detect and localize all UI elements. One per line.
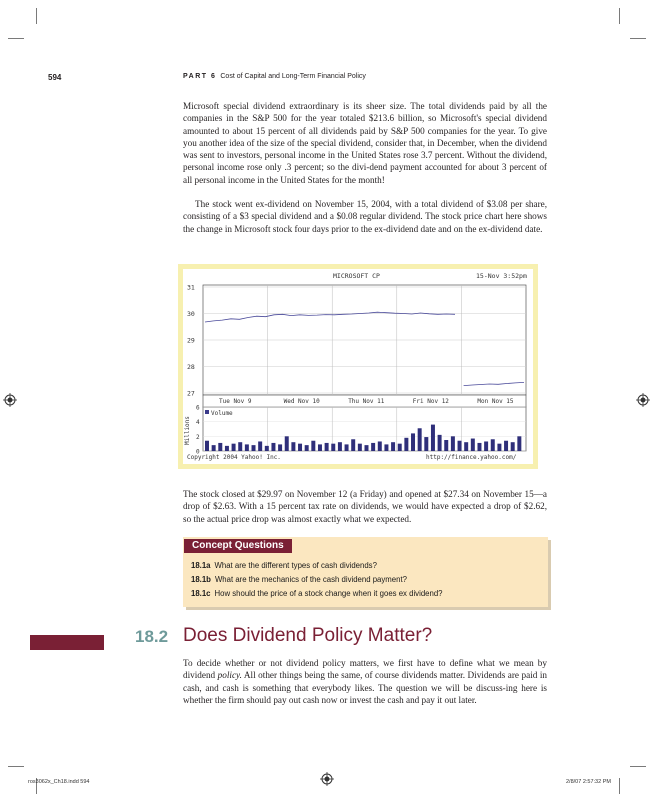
volume-bar [232, 444, 236, 451]
volume-bar [418, 428, 422, 451]
date-tick-label: Wed Nov 10 [283, 398, 320, 405]
volume-bar [305, 445, 309, 451]
section-marker-bar [30, 635, 104, 650]
section-number: 18.2 [135, 627, 169, 646]
volume-bar [218, 443, 222, 451]
volume-bar [471, 439, 475, 451]
slug-file-name: ros3062x_Ch18.indd 594 [28, 779, 90, 785]
volume-bar [464, 442, 468, 451]
volume-bar [351, 439, 355, 451]
volume-bar [285, 436, 289, 451]
volume-bar [451, 436, 455, 451]
stock-chart-svg [183, 269, 533, 464]
volume-bar [365, 445, 369, 451]
chart-source-url: http://finance.yahoo.com/ [426, 454, 517, 461]
price-tick-label: 30 [187, 310, 195, 318]
volume-bar [504, 441, 508, 451]
crop-mark [630, 766, 646, 767]
date-tick-label: Thu Nov 11 [348, 398, 385, 405]
volume-bar [245, 444, 249, 451]
registration-mark-icon [636, 393, 650, 407]
volume-bar [298, 444, 302, 451]
chart-title: MICROSOFT CP [333, 272, 380, 280]
volume-bar [225, 446, 229, 451]
concept-question [191, 561, 377, 570]
volume-bar [511, 442, 515, 451]
question-number: 18.1c [191, 589, 211, 598]
question-number: 18.1b [191, 575, 211, 584]
price-tick-label: 27 [187, 389, 195, 398]
volume-bar [291, 442, 295, 451]
body-paragraph: Microsoft special dividend extraordinary is its sheer size. The total dividends paid by all the companies in the S&P 500 for the year totaled $213.6 billion, so Microsoft's special dividend amounted to about 15 percent of all dividends paid by S&P 500 companies for the year. To give you another idea of the size of the special dividend, consider that, in December, when the dividend was sent to investors, personal income in the United States rose 3.7 percent. Without the dividend, personal income rose only .3 percent; so the divi-dend payment accounted for about 3 percent of all personal income in the United States for the month! [183, 101, 547, 185]
volume-bar [424, 437, 428, 451]
chart-copyright: Copyright 2004 Yahoo! Inc. [187, 454, 281, 461]
question-number: 18.1a [191, 561, 211, 570]
volume-bar [517, 436, 521, 451]
volume-bar [484, 441, 488, 451]
volume-axis-label: Millions [184, 416, 191, 445]
registration-mark-icon [320, 772, 334, 786]
concept-questions-title: Concept Questions [184, 539, 292, 553]
chart-timestamp: 15-Nov 3:52pm [476, 272, 527, 280]
crop-mark [8, 38, 24, 39]
concept-question [191, 589, 443, 598]
price-tick-label: 31 [187, 283, 195, 292]
volume-legend: Volume [211, 410, 233, 417]
volume-bar [477, 443, 481, 451]
part-label: PART 6 [183, 73, 217, 80]
volume-bar [444, 440, 448, 451]
volume-bar [398, 444, 402, 451]
question-text: How should the price of a stock change when it goes ex dividend? [214, 589, 443, 598]
volume-legend-swatch [205, 410, 209, 414]
price-series-line [205, 312, 524, 385]
date-tick-label: Fri Nov 12 [412, 398, 449, 405]
crop-mark [630, 38, 646, 39]
volume-bar [278, 444, 282, 451]
volume-bar [491, 439, 495, 451]
slug-timestamp: 2/8/07 2:57:32 PM [566, 779, 611, 785]
page-number: 594 [48, 73, 62, 82]
date-tick-label: Tue Nov 9 [219, 398, 252, 405]
body-paragraph: The stock closed at $29.97 on November 12 (a Friday) and opened at $27.34 on November 15—a drop of $2.63. With a 15 percent tax rate on dividends, we would have expected a drop of $2.62, so the actual price drop was almost exactly what we expected. [183, 489, 547, 524]
volume-tick-label: 2 [196, 433, 200, 441]
body-paragraph: The stock went ex-dividend on November 15, 2004, with a total dividend of $3.08 per share, consisting of a $3 special dividend and a $0.08 regular dividend. The stock price chart here shows the change in Microsoft stock four days prior to the ex-dividend date and on the ex-dividend date. [183, 199, 547, 234]
volume-bar [384, 444, 388, 451]
volume-tick-label: 0 [196, 448, 200, 456]
volume-bar [358, 444, 362, 451]
volume-bar [265, 446, 269, 451]
volume-bar [205, 441, 209, 451]
section-text: To decide whether or not dividend policy matters, we first have to define what we mean by dividend [183, 658, 547, 681]
question-text: What are the different types of cash dividends? [214, 561, 377, 570]
volume-bar [345, 444, 349, 451]
date-tick-label: Mon Nov 15 [477, 398, 514, 405]
volume-bar [431, 425, 435, 451]
running-header [183, 73, 366, 80]
volume-bar [378, 441, 382, 451]
volume-bar [252, 445, 256, 451]
question-text: What are the mechanics of the cash dividend payment? [214, 575, 407, 584]
crop-mark [619, 8, 620, 24]
volume-bar [404, 438, 408, 451]
price-tick-label: 28 [187, 363, 195, 371]
volume-bar [325, 443, 329, 451]
volume-tick-label: 4 [196, 419, 200, 427]
concept-question [191, 575, 407, 584]
volume-bar [331, 444, 335, 451]
volume-bar [212, 445, 216, 451]
volume-tick-label: 6 [196, 404, 200, 412]
registration-mark-icon [3, 393, 17, 407]
volume-bar [271, 443, 275, 451]
volume-bar [238, 442, 242, 451]
part-title: Cost of Capital and Long-Term Financial Policy [220, 73, 366, 80]
stock-chart [183, 269, 533, 464]
crop-mark [8, 766, 24, 767]
section-text: All other things being the same, of course dividends matter. Dividends are paid in cash, and cash is something that everybody likes. The question we will be discuss-ing here is whether the firm should pay out cash now or invest the cash and pay it out later. [183, 670, 547, 705]
price-tick-label: 29 [187, 336, 195, 345]
section-text-emphasis: policy. [217, 670, 242, 681]
volume-bar [371, 443, 375, 451]
volume-bar [311, 441, 315, 451]
volume-bar [458, 441, 462, 451]
volume-bar [497, 444, 501, 451]
volume-bar [438, 435, 442, 451]
volume-bar [411, 433, 415, 451]
volume-bar [338, 442, 342, 451]
crop-mark [36, 8, 37, 24]
crop-mark [619, 778, 620, 794]
volume-bar [391, 442, 395, 451]
section-title: Does Dividend Policy Matter? [183, 625, 433, 646]
volume-bar [258, 441, 262, 451]
stock-chart-frame [178, 264, 538, 469]
volume-bar [318, 444, 322, 451]
section-paragraph [183, 657, 547, 706]
